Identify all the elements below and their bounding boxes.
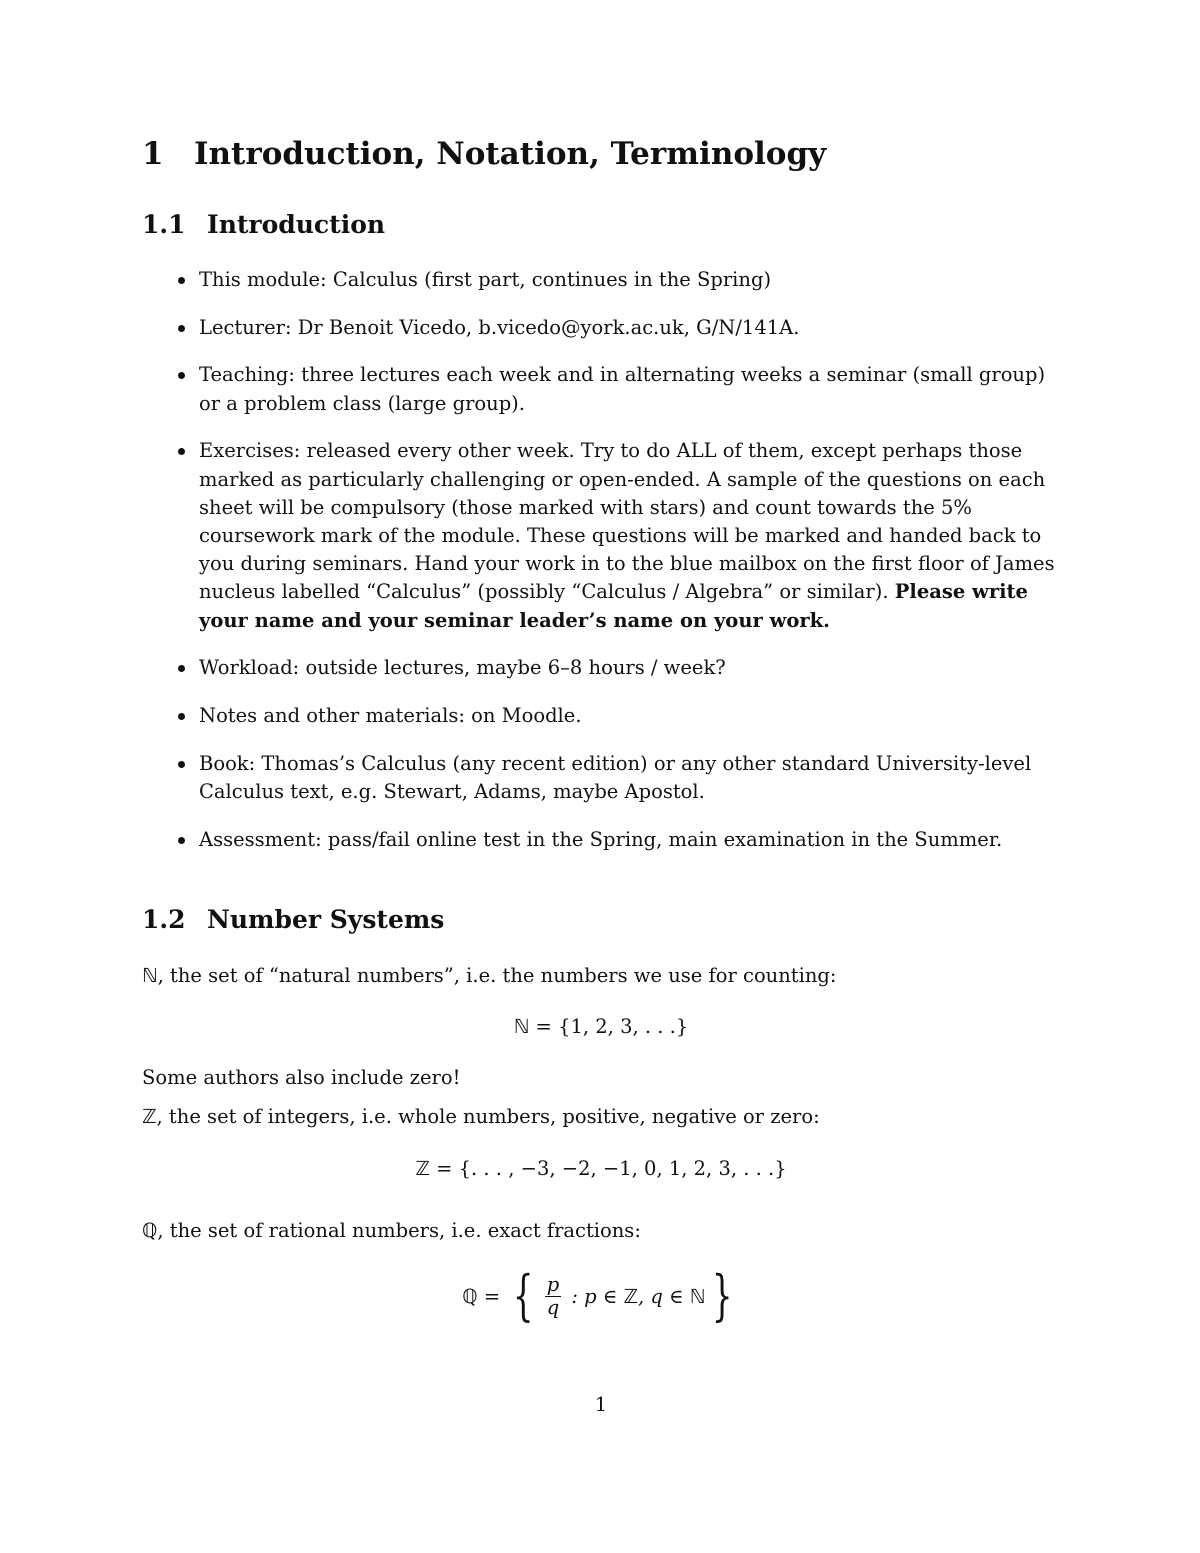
naturals-set-equation: ℕ = {1, 2, 3, . . .} [513,1015,689,1038]
list-item: Assessment: pass/fail online test in the Spring, main examination in the Summer. [142,826,1060,854]
section-title: Introduction, Notation, Terminology [194,136,827,172]
document-page [142,0,1060,1553]
integers-set-equation: ℤ = {. . . , −3, −2, −1, 0, 1, 2, 3, . . .} [415,1157,787,1180]
page-number: 1 [594,1393,608,1416]
subsection-title: Number Systems [207,905,445,934]
introduction-list [142,266,1060,873]
subsection-heading-number-systems [142,904,444,936]
section-number: 1 [142,136,164,172]
subsection-number: 1.1 [142,210,186,239]
subsection-title: Introduction [207,210,386,239]
rationals-description: ℚ, the set of rational numbers, i.e. exact fractions: [142,1219,641,1242]
list-item: Workload: outside lectures, maybe 6–8 hours / week? [142,654,1060,682]
right-brace: } [712,1264,733,1327]
subsection-heading-introduction [142,209,385,241]
list-item: Book: Thomas’s Calculus (any recent edition) or any other standard University-level Calculus text, e.g. Stewart, Adams, maybe Apostol. [142,750,1060,806]
exercises-text: Exercises: released every other week. Try to do ALL of them, except perhaps those marked as particularly challenging or open-ended. A sample of the questions on each sheet will be compulsory (those marked with stars) and count towards the 5% coursework mark of the module. These questions will be marked and handed back to you during seminars. Hand your work in to the blue mailbox on the first floor of James nucleus labelled “Calculus” (possibly “Calculus / Algebra” or similar). [199,439,1055,604]
naturals-description: ℕ, the set of “natural numbers”, i.e. the numbers we use for counting: [142,964,837,987]
bullet-icon [178,761,185,768]
list-item: This module: Calculus (first part, continues in the Spring) [142,266,1060,294]
bullet-icon [178,372,185,379]
exercises-bold-note: Please write your name and your seminar leader’s name on your work. [199,580,1028,632]
bullet-icon [178,325,185,332]
bullet-icon [178,277,185,284]
bullet-icon [178,713,185,720]
fraction: $\frac{p}{q}$ [546,1272,560,1319]
bullet-icon [178,665,185,672]
rationals-set-equation: ℚ = { $\frac{p}{q}$ : p ∈ ℤ , q ∈ ℕ } [462,1264,733,1327]
list-item: Teaching: three lectures each week and in alternating weeks a seminar (small group) or a problem class (large group). [142,361,1060,417]
section-heading [142,134,826,174]
subsection-number: 1.2 [142,905,186,934]
bullet-icon [178,448,185,455]
left-brace: { [513,1264,534,1327]
list-item [142,437,1060,634]
zero-note: Some authors also include zero! [142,1066,461,1089]
list-item: Lecturer: Dr Benoit Vicedo, b.vicedo@york.ac.uk, G/N/141A. [142,314,1060,342]
list-item: Notes and other materials: on Moodle. [142,702,1060,730]
bullet-icon [178,837,185,844]
integers-description: ℤ, the set of integers, i.e. whole numbers, positive, negative or zero: [142,1105,820,1128]
